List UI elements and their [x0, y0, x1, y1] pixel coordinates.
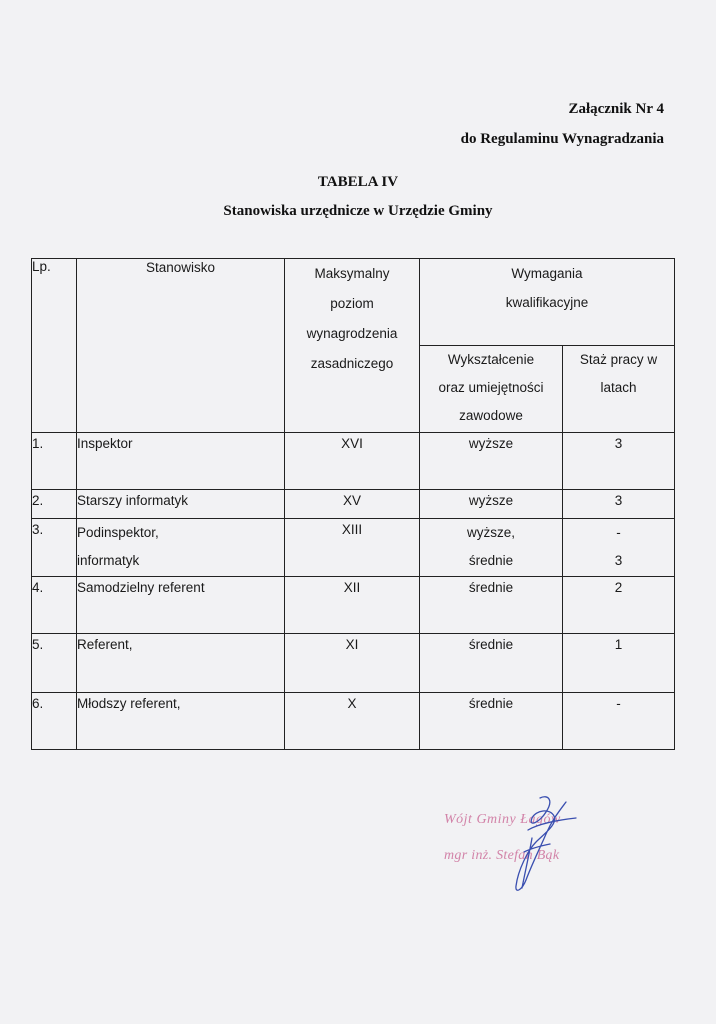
header-requirements — [420, 259, 675, 346]
row-experience — [563, 519, 675, 577]
regulation-reference: do Regulaminu Wynagradzania — [460, 131, 664, 147]
row-experience: 1 — [563, 634, 675, 693]
stamp-title: Wójt Gminy Łagów — [444, 812, 561, 827]
row-level: X — [285, 693, 420, 750]
header-education-line: oraz umiejętności — [438, 380, 544, 395]
row-education: wyższe — [420, 433, 563, 490]
header-max-level-line: wynagrodzenia — [306, 326, 398, 341]
table-row — [32, 519, 675, 577]
row-lp: 3. — [32, 519, 77, 577]
table-row — [32, 577, 675, 634]
row-level: XI — [285, 634, 420, 693]
row-experience: 3 — [563, 433, 675, 490]
row-position: Inspektor — [77, 433, 285, 490]
positions-table — [31, 258, 675, 750]
row-lp: 5. — [32, 634, 77, 693]
row-position: Młodszy referent, — [77, 693, 285, 750]
header-max-level-line: poziom — [330, 296, 374, 311]
row-education: średnie — [420, 577, 563, 634]
row-experience-line: 3 — [614, 553, 623, 568]
row-position — [77, 519, 285, 577]
row-position: Starszy informatyk — [77, 490, 285, 519]
header-experience — [563, 346, 675, 433]
row-level: XV — [285, 490, 420, 519]
header-requirements-line: kwalifikacyjne — [505, 295, 589, 310]
row-level: XIII — [285, 519, 420, 577]
header-max-level-line: Maksymalny — [314, 266, 390, 281]
row-experience-line: - — [616, 525, 621, 540]
row-lp: 4. — [32, 577, 77, 634]
row-education: średnie — [420, 634, 563, 693]
row-experience: 3 — [563, 490, 675, 519]
row-education: średnie — [420, 693, 563, 750]
header-position: Stanowisko — [77, 259, 285, 433]
row-education — [420, 519, 563, 577]
row-education: wyższe — [420, 490, 563, 519]
row-experience: - — [563, 693, 675, 750]
row-lp: 2. — [32, 490, 77, 519]
header-requirements-line: Wymagania — [511, 266, 583, 281]
row-position: Referent, — [77, 634, 285, 693]
header-max-level — [285, 259, 420, 433]
row-position-line: Podinspektor, — [77, 525, 159, 540]
header-lp: Lp. — [32, 259, 77, 433]
table-row — [32, 490, 675, 519]
header-education-line: zawodowe — [459, 408, 523, 423]
row-level: XII — [285, 577, 420, 634]
table-row — [32, 634, 675, 693]
header-max-level-line: zasadniczego — [310, 356, 394, 371]
handwritten-signature — [488, 790, 598, 900]
table-subtitle: Stanowiska urzędnicze w Urzędzie Gminy — [223, 203, 493, 219]
row-level: XVI — [285, 433, 420, 490]
header-education — [420, 346, 563, 433]
row-education-line: wyższe, — [466, 525, 515, 540]
row-position: Samodzielny referent — [77, 577, 285, 634]
table-title: TABELA IV — [317, 174, 399, 190]
stamp-name: mgr inż. Stefan Bąk — [444, 848, 560, 863]
table-row — [32, 693, 675, 750]
row-education-line: średnie — [468, 553, 514, 568]
attachment-number: Załącznik Nr 4 — [568, 101, 664, 117]
row-lp: 1. — [32, 433, 77, 490]
table-header-row — [32, 259, 675, 346]
header-education-line: Wykształcenie — [447, 352, 535, 367]
header-experience-line: latach — [600, 380, 637, 395]
table-row — [32, 433, 675, 490]
header-experience-line: Staż pracy w — [579, 352, 658, 367]
row-position-line: informatyk — [77, 553, 140, 568]
row-lp: 6. — [32, 693, 77, 750]
row-experience: 2 — [563, 577, 675, 634]
